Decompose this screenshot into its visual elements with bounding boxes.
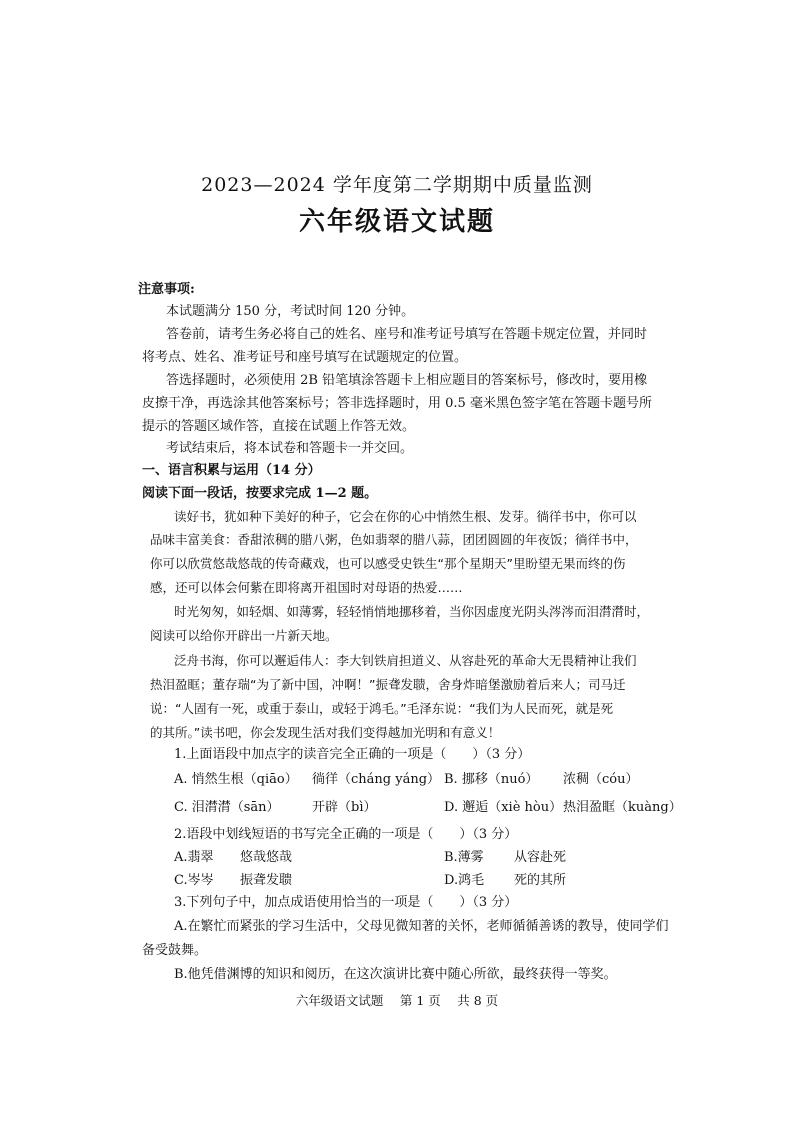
q1-option-a: A. 悄然生根（qiāo）: [174, 772, 298, 787]
passage-line: 的其所。”读书吧，你会发现生活对我们变得越加光明和有意义！: [150, 725, 501, 740]
exam-subtitle: 六年级语文试题: [298, 207, 495, 237]
question-1-stem: 1.上面语段中加点字的读音完全正确的一项是（ ）（3 分）: [174, 747, 531, 762]
notice-line: 答选择题时，必须使用 2B 铅笔填涂答题卡上相应题目的答案标号，修改时，要用橡: [166, 373, 648, 388]
q2-option-b: 从容赴死: [514, 850, 567, 865]
exam-title: 2023—2024 学年度第二学期期中质量监测: [201, 174, 593, 196]
question-3-stem: 3.下列句子中，加点成语使用恰当的一项是（ ）（3 分）: [174, 895, 518, 910]
q1-option-c: 开辟（bì）: [312, 800, 377, 815]
passage-line: 感，还可以体会何紫在即将离开祖国时对母语的热爱……: [150, 580, 463, 595]
passage-line: 阅读可以给你开辟出一片新天地。: [150, 628, 338, 643]
notice-heading: 注意事项:: [138, 282, 195, 297]
notice-line: 将考点、姓名、准考证号和座号填写在试题规定的位置。: [142, 350, 468, 365]
passage-line: 你可以欣赏悠哉悠哉的传奇藏戏，也可以感受史铁生“那个星期天”里盼望无果而终的伤: [150, 556, 626, 571]
notice-line: 本试题满分 150 分，考试时间 120 分钟。: [166, 304, 415, 319]
q2-option-c: C.岑岑: [174, 873, 214, 888]
passage-line: 热泪盈眶；董存瑞“为了新中国，冲啊！”振聋发聩，舍身炸暗堡激励着后来人；司马迁: [150, 677, 626, 692]
q2-option-a: A.翡翠: [174, 850, 214, 865]
q2-option-c: 振聋发聩: [240, 873, 293, 888]
q1-option-d: D. 邂逅（xiè hòu）: [444, 800, 563, 815]
notice-line: 考试结束后，将本试卷和答题卡一并交回。: [166, 441, 414, 456]
passage-line: 说：“人固有一死，或重于泰山，或轻于鸿毛。”毛泽东说：“我们为人民而死，就是死: [150, 701, 614, 716]
section-heading: 一、语言积累与运用（14 分）: [142, 463, 321, 478]
q1-option-d: 热泪盈眶（kuàng）: [563, 800, 682, 815]
q1-option-a: 徜徉（cháng yáng）: [312, 772, 441, 787]
q3-option-b: B.他凭借渊博的知识和阅历，在这次演讲比赛中随心所欲，最终获得一等奖。: [174, 967, 617, 982]
question-2-stem: 2.语段中划线短语的书写完全正确的一项是（ ）（3 分）: [174, 827, 518, 842]
passage-line: 时光匆匆，如轻烟、如薄雾，轻轻悄悄地挪移着，当你因虚度光阴头涔涔而泪潸潸时，: [174, 604, 650, 619]
notice-line: 提示的答题区域作答，直接在试题上作答无效。: [142, 419, 416, 434]
q3-option-a: 备受鼓舞。: [142, 943, 208, 958]
q2-option-b: B.薄雾: [444, 850, 484, 865]
q1-option-b: 浓稠（cóu）: [563, 772, 639, 787]
q2-option-a: 悠哉悠哉: [240, 850, 293, 865]
q2-option-d: D.鸿毛: [444, 873, 485, 888]
notice-line: 皮擦干净，再选涂其他答案标号；答非选择题时，用 0.5 毫米黑色签字笔在答题卡题号所: [142, 396, 652, 411]
notice-line: 答卷前，请考生务必将自己的姓名、座号和准考证号填写在答题卡规定位置，并同时: [166, 327, 648, 342]
passage-line: 品味丰富美食：香甜浓稠的腊八粥，色如翡翠的腊八蒜，团团圆圆的年夜饭；徜徉书中，: [150, 532, 638, 547]
q3-option-a: A.在繁忙而紧张的学习生活中，父母见微知著的关怀，老师循循善诱的教导，使同学们: [174, 919, 669, 934]
q2-option-d: 死的其所: [514, 873, 567, 888]
q1-option-c: C. 泪潸潸（sān）: [174, 800, 280, 815]
passage-line: 泛舟书海，你可以邂逅伟人：李大钊铁肩担道义、从容赴死的革命大无畏精神让我们: [174, 653, 637, 668]
q1-option-b: B. 挪移（nuó）: [444, 772, 539, 787]
page-footer: 六年级语文试题 第 1 页 共 8 页: [295, 993, 499, 1008]
passage-line: 读好书，犹如种下美好的种子，它会在你的心中悄然生根、发芽。徜徉书中，你可以: [174, 509, 637, 524]
section-instruction: 阅读下面一段话，按要求完成 1—2 题。: [142, 486, 378, 501]
